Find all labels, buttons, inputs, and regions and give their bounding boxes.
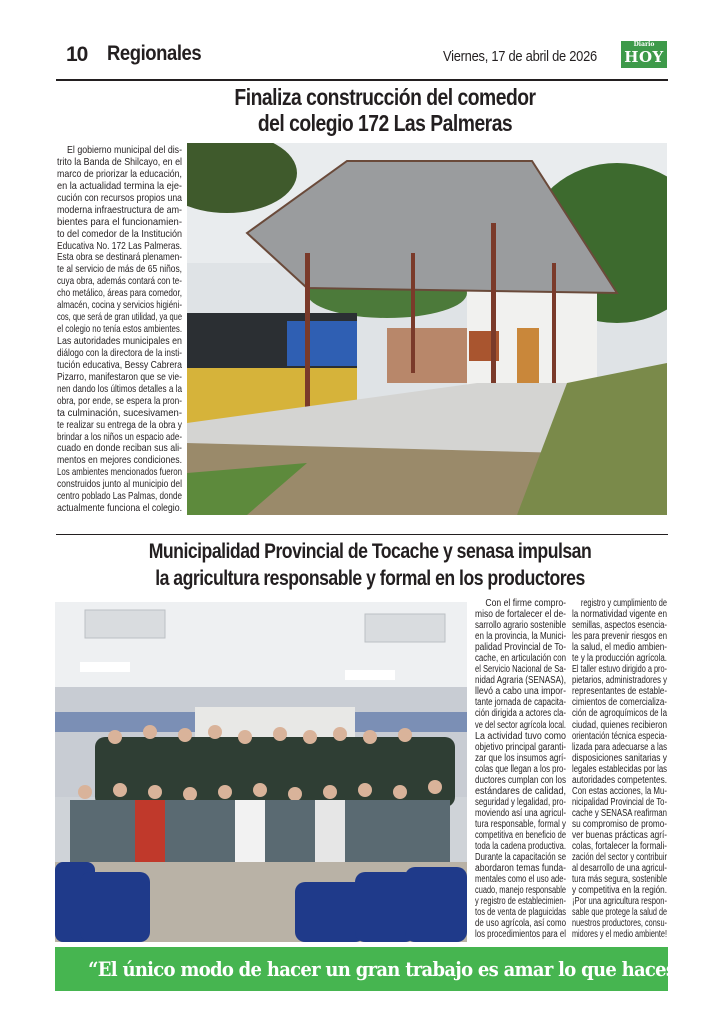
text-line: tante jornada de capacita-: [475, 697, 566, 709]
text-line: les para prevenir riesgos en: [572, 631, 667, 643]
logo-main-text: HOY: [624, 48, 664, 66]
text-line: pietarios, administradores y: [572, 675, 667, 687]
text-line: llevó a cabo una impor-: [475, 686, 566, 698]
section-divider: [56, 534, 668, 535]
text-line: Educativa No. 172 Las Palmeras.: [57, 239, 182, 252]
text-line: ción de agroquímicos de la: [572, 708, 667, 720]
article1-headline: [160, 84, 610, 136]
text-line: midores y el medio ambiente!: [572, 929, 667, 941]
text-line: sable que protege la salud de: [572, 907, 667, 919]
text-line: cuya obra, además contará con te-: [57, 275, 182, 288]
text-line: marco de priorizar la educación,: [57, 167, 182, 180]
text-line: en la provincia, la Munici-: [475, 631, 566, 643]
text-line: Los ambientes mencionados fueron: [57, 466, 182, 479]
text-line: bientes para el funcionamien-: [57, 215, 182, 228]
text-line: competitiva en beneficio de: [475, 829, 566, 841]
text-line: Con el firme compro-: [485, 598, 566, 609]
text-line: centro poblado Las Palmas, donde: [57, 490, 182, 503]
article2-photo-group: [55, 602, 467, 942]
text-line: El taller estuvo dirigido a pro-: [572, 664, 667, 676]
text-line: semillas, aspectos esencia-: [572, 620, 667, 632]
text-line: almacén, cocina y servicios higiéni-: [57, 299, 182, 312]
text-line: mentales como el uso ade-: [475, 874, 566, 886]
headline-line: del colegio 172 Las Palmeras: [257, 110, 513, 136]
quote-text: “El único modo de hacer un gran trabajo es amar lo que haces”: [88, 957, 685, 981]
text-line: el Servicio Nacional de Sa-: [475, 664, 566, 676]
text-line: cache, en articulación con: [475, 653, 566, 665]
text-line: el colegio no tenía estos ambientes.: [57, 323, 182, 336]
text-line: te al servicio de más de 65 niños,: [57, 263, 182, 276]
text-line: nicipalidad Provincial de To-: [572, 796, 667, 808]
article1-body: [57, 144, 182, 514]
text-line: tución educativa, Bessy Cabrera: [57, 358, 182, 371]
text-line: ¡Por una agricultura respon-: [572, 896, 667, 908]
text-line: ciudad, quienes recibieron: [572, 719, 667, 731]
article1-photo-dining-hall: [187, 143, 667, 515]
text-line: construidos junto al municipio del: [57, 478, 182, 491]
article2-body-column-2: [572, 598, 667, 940]
text-line: te realizar su entrega de la obra y: [57, 418, 182, 431]
text-line: mentos en mejores condiciones.: [57, 454, 182, 467]
text-line: colas, fortalecer la formali-: [572, 841, 667, 853]
text-line: tos de venta de plaguicidas: [475, 907, 566, 919]
text-line: miso de fortalecer el de-: [475, 609, 566, 621]
text-line: toda la cadena productiva.: [475, 841, 566, 853]
text-line: la normatividad vigente en: [572, 609, 667, 621]
text-line: ver buenas prácticas agrí-: [572, 829, 667, 841]
text-line: nidad Agraria (SENASA),: [475, 675, 566, 687]
text-line: registro y cumplimiento de: [580, 598, 667, 609]
text-line: abordaron temas funda-: [475, 863, 566, 875]
text-line: cimientos de comercializa-: [572, 697, 667, 709]
text-line: actualmente funciona el colegio.: [57, 502, 182, 515]
headline-line: la agricultura responsable y formal en los productores: [155, 567, 585, 590]
text-line: al desarrollo de una agricul-: [572, 863, 667, 875]
issue-date: Viernes, 17 de abril de 2026: [443, 48, 597, 65]
text-line: los procedimientos para el: [475, 929, 566, 941]
text-line: y registro de establecimien-: [475, 896, 566, 908]
text-line: ción dirigida a actores cla-: [475, 708, 566, 720]
text-line: en la actualidad termina la eje-: [57, 179, 182, 192]
text-line: to del comedor de la Institución: [57, 227, 182, 240]
text-line: Durante la capacitación se: [475, 852, 566, 864]
text-line: cución con recursos propios una: [57, 191, 182, 204]
text-line: palidad Provincial de To-: [475, 642, 566, 654]
text-line: estándares de calidad,: [475, 785, 566, 797]
text-line: disposiciones sanitarias y: [572, 752, 667, 764]
text-line: ve del sector agrícola local.: [475, 719, 566, 731]
text-line: cos, que será de gran utilidad, ya que: [57, 311, 182, 324]
text-line: autoridades competentes.: [572, 774, 667, 786]
text-line: obra, por ende, se espera la pron-: [57, 394, 182, 407]
text-line: cho metálico, áreas para comedor,: [57, 287, 182, 300]
logo-top-text: Diario: [633, 41, 655, 48]
text-line: te y la producción agrícola.: [572, 653, 667, 665]
text-line: Esta obra se destinará plenamen-: [57, 251, 182, 264]
headline-line: Finaliza construcción del comedor: [234, 84, 536, 110]
text-line: colas que llegan a los pro-: [475, 763, 566, 775]
text-line: Pizarro, manifestaron que se vie-: [57, 370, 182, 383]
text-line: sarrollo agrario sostenible: [475, 620, 566, 632]
text-line: ductores cumplan con los: [475, 774, 566, 786]
text-line: orientación técnica especia-: [572, 730, 667, 742]
newspaper-logo: [621, 41, 667, 68]
text-line: ta culminación, sucesivamen-: [57, 406, 182, 419]
text-line: moviendo así una agricul-: [475, 807, 566, 819]
header-divider: [56, 79, 668, 81]
article2-headline: [90, 538, 650, 592]
text-line: y competitiva en la región.: [572, 885, 667, 897]
section-title: Regionales: [107, 42, 202, 65]
text-line: brindar a los niños un espacio ade-: [57, 430, 182, 443]
text-line: nuestros productores, consu-: [572, 918, 667, 930]
text-line: objetivo principal garanti-: [475, 741, 566, 753]
text-line: cuado, manejo responsable: [475, 885, 566, 897]
text-line: tura más segura, sostenible: [572, 874, 667, 886]
text-line: representantes de estable-: [572, 686, 667, 698]
text-line: zar que los insumos agrí-: [475, 752, 566, 764]
text-line: Con estas acciones, la Mu-: [572, 785, 667, 797]
text-line: tura responsable, formal y: [475, 818, 566, 830]
page-number: 10: [66, 43, 88, 66]
article2-body-column-1: [475, 598, 566, 940]
text-line: moderna infraestructura de am-: [57, 203, 182, 216]
text-line: la salud, el medio ambien-: [572, 642, 667, 654]
headline-line: Municipalidad Provincial de Tocache y senasa impulsan: [148, 540, 592, 563]
text-line: zación del sector y contribuir: [572, 852, 667, 864]
text-line: legales establecidas por las: [572, 763, 667, 775]
text-line: su compromiso de promo-: [572, 818, 667, 830]
text-line: Las autoridades municipales en: [57, 335, 182, 347]
text-line: de uso agrícola, así como: [475, 918, 566, 930]
text-line: La actividad tuvo como: [475, 730, 566, 742]
text-line: nen dando los últimos detalles a la: [57, 382, 182, 395]
quote-banner: [55, 947, 685, 991]
text-line: seguridad y legalidad, pro-: [475, 796, 566, 808]
text-line: diálogo con la directora de la insti-: [57, 346, 182, 359]
text-line: trito la Banda de Shilcayo, en el: [57, 155, 182, 168]
text-line: El gobierno municipal del dis-: [67, 144, 182, 156]
text-line: lizada para adecuarse a las: [572, 741, 667, 753]
text-line: cache y SENASA reafirman: [572, 807, 667, 819]
text-line: cuado en donde reciban sus ali-: [57, 442, 182, 455]
